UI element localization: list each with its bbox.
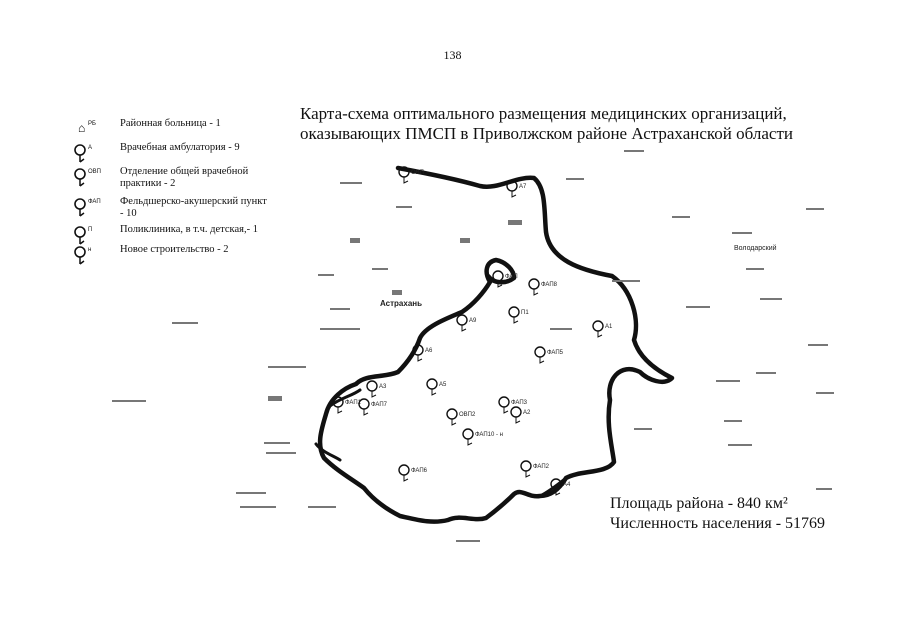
pin-icon: н	[72, 244, 94, 266]
svg-text:А6: А6	[425, 348, 433, 354]
svg-text:ФАП1: ФАП1	[345, 400, 362, 406]
legend-item-ambulatory: А Врачебная амбулатория - 9	[72, 142, 312, 164]
legend-item-hospital: ⌂ РБ Районная больница - 1	[72, 118, 312, 140]
facility-fap10	[463, 429, 503, 445]
facility-fap6	[399, 465, 428, 481]
svg-text:ФАП5: ФАП5	[547, 350, 564, 356]
svg-text:П1: П1	[521, 310, 529, 316]
svg-text:ФАП7: ФАП7	[371, 402, 388, 408]
title-line-2: оказывающих ПМСП в Приволжском районе Астраханской области	[300, 124, 793, 143]
facility-a9	[457, 315, 477, 331]
svg-text:А1: А1	[605, 324, 613, 330]
pin-icon: ОВП	[72, 166, 94, 188]
pin-icon: П	[72, 224, 94, 246]
district-area: Площадь района - 840 км²	[610, 495, 788, 512]
place-astrakhan: Астрахань	[380, 299, 423, 308]
legend-item-fap: ФАП Фельдшерско-акушерский пункт - 10	[72, 196, 312, 220]
district-boundary	[320, 168, 672, 522]
facility-a1	[593, 321, 613, 337]
facility-fap2	[521, 461, 550, 477]
facility-p1	[509, 307, 529, 323]
facility-fap8	[529, 279, 558, 295]
facility-fap1	[333, 397, 362, 413]
svg-text:ФАП3: ФАП3	[511, 400, 528, 406]
svg-text:А5: А5	[439, 382, 447, 388]
svg-text:⌂: ⌂	[78, 121, 86, 135]
hospital-icon: ⌂ РБ	[78, 121, 96, 135]
svg-text:А4: А4	[563, 482, 571, 488]
svg-text:А9: А9	[469, 318, 477, 324]
legend-item-polyclinic: П Поликлиника, в т.ч. детская,- 1	[72, 224, 312, 246]
place-volodarsky: Володарский	[734, 245, 777, 252]
facility-fap7	[359, 399, 388, 415]
facility-ovp2	[447, 409, 476, 425]
svg-text:А2: А2	[523, 410, 531, 416]
svg-text:ОВП: ОВП	[411, 170, 424, 176]
svg-text:А7: А7	[519, 184, 527, 190]
svg-text:ФАП2: ФАП2	[533, 464, 550, 470]
svg-text:А3: А3	[379, 384, 387, 390]
svg-text:ФАП10 - н: ФАП10 - н	[475, 432, 503, 438]
facility-markers	[333, 167, 613, 495]
district-population: Численность населения - 51769	[610, 515, 826, 532]
facility-a2	[511, 407, 531, 423]
minor-settlement-marks	[112, 150, 834, 542]
district-info	[610, 494, 825, 534]
pin-icon: ФАП	[72, 196, 94, 218]
facility-a3	[367, 381, 387, 397]
facility-fap5	[535, 347, 564, 363]
legend-item-ovp: ОВП Отделение общей врачебной практики - 2	[72, 166, 312, 190]
svg-text:ФАП: ФАП	[505, 274, 518, 280]
facility-a5	[427, 379, 447, 395]
legend-item-new-construction: н Новое строительство - 2	[72, 244, 312, 266]
svg-text:ФАП6: ФАП6	[411, 468, 428, 474]
page-number: 138	[443, 48, 462, 62]
facility-fap	[493, 271, 518, 287]
title-line-1: Карта-схема оптимального размещения медицинских организаций,	[300, 104, 787, 123]
svg-text:ОВП2: ОВП2	[459, 412, 476, 418]
pin-icon: А	[72, 142, 94, 164]
svg-text:ФАП8: ФАП8	[541, 282, 558, 288]
